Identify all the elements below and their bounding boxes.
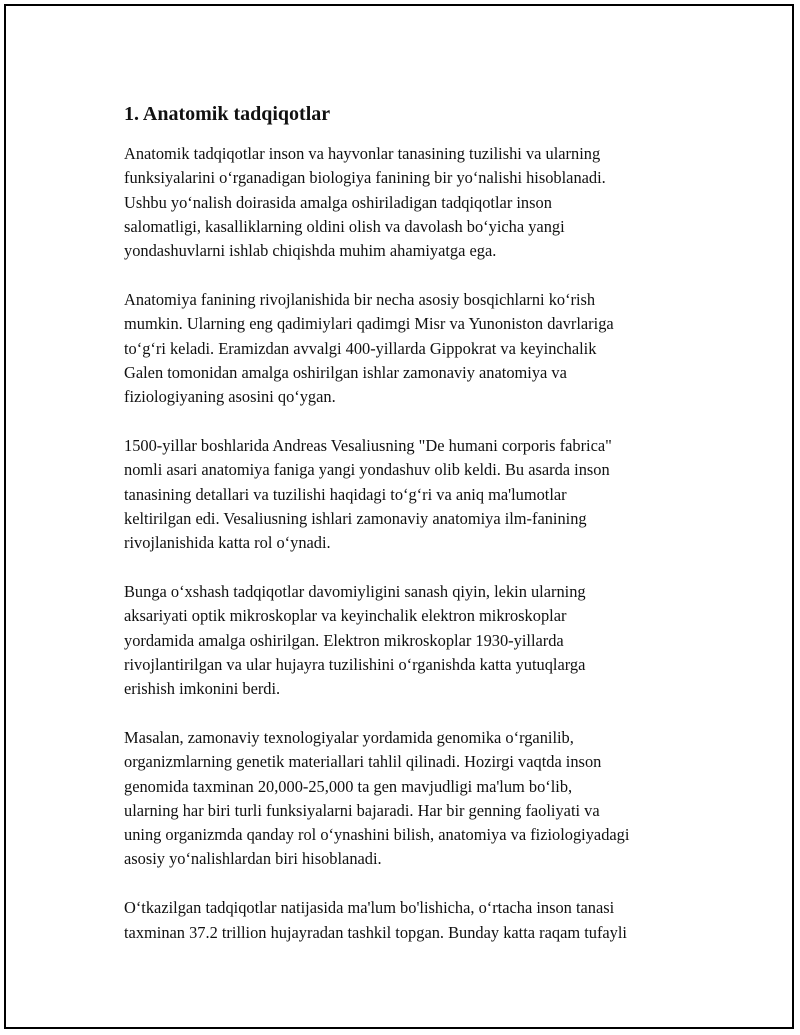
text-line: funksiyalarini o‘rganadigan biologiya fanining bir yo‘nalishi hisoblanadi. [124, 168, 606, 188]
text-line: uning organizmda qanday rol o‘ynashini bilish, anatomiya va fiziologiyadagi [124, 825, 630, 845]
text-line: Masalan, zamonaviy texnologiyalar yordamida genomika o‘rganilib, [124, 727, 574, 747]
text-line: fiziologiyaning asosini qo‘ygan. [124, 387, 336, 407]
text-line: Anatomiya fanining rivojlanishida bir necha asosiy bosqichlarni ko‘rish [124, 289, 596, 309]
text-line: aksariyati optik mikroskoplar va keyinchalik elektron mikroskoplar [124, 606, 567, 626]
text-line: Bunga o‘xshash tadqiqotlar davomiyligini sanash qiyin, lekin ularning [124, 581, 586, 601]
text-line: O‘tkazilgan tadqiqotlar natijasida ma'lum bo'lishicha, o‘rtacha inson tanasi [124, 898, 615, 918]
paragraph [124, 142, 724, 263]
text-line: Galen tomonidan amalga oshirilgan ishlar zamonaviy anatomiya va [124, 362, 567, 382]
text-line: tanasining detallari va tuzilishi haqidagi to‘g‘ri va aniq ma'lumotlar [124, 484, 567, 504]
section-heading: 1. Anatomik tadqiqotlar [124, 103, 331, 125]
text-line: yondashuvlarni ishlab chiqishda muhim ahamiyatga ega. [124, 241, 497, 261]
text-line: ularning har biri turli funksiyalarni bajaradi. Har bir genning faoliyati va [124, 800, 600, 820]
text-line: 1500-yillar boshlarida Andreas Vesaliusning "De humani corporis fabrica" [124, 435, 612, 455]
text-line: mumkin. Ularning eng qadimiylari qadimgi Misr va Yunoniston davrlariga [124, 314, 614, 334]
paragraph [124, 288, 724, 409]
text-line: nomli asari anatomiya faniga yangi yondashuv olib keldi. Bu asarda inson [124, 460, 610, 480]
page-frame [4, 4, 794, 1029]
text-line: keltirilgan edi. Vesaliusning ishlari zamonaviy anatomiya ilm-fanining [124, 508, 587, 528]
text-line: asosiy yo‘nalishlardan biri hisoblanadi. [124, 849, 382, 869]
text-line: Ushbu yo‘nalish doirasida amalga oshiriladigan tadqiqotlar inson [124, 192, 552, 212]
text-line: rivojlanishida katta rol o‘ynadi. [124, 533, 331, 553]
document-body [124, 102, 724, 969]
text-line: organizmlarning genetik materiallari tahlil qilinadi. Hozirgi vaqtda inson [124, 752, 602, 772]
paragraph-list [124, 142, 724, 945]
text-line: to‘g‘ri keladi. Eramizdan avvalgi 400-yillarda Gippokrat va keyinchalik [124, 338, 597, 358]
text-line: Anatomik tadqiqotlar inson va hayvonlar tanasining tuzilishi va ularning [124, 144, 601, 163]
text-line: rivojlantirilgan va ular hujayra tuzilishini o‘rganishda katta yutuqlarga [124, 654, 586, 674]
text-line: taxminan 37.2 trillion hujayradan tashkil topgan. Bunday katta raqam tufayli [124, 922, 627, 942]
text-line: erishish imkonini berdi. [124, 679, 281, 699]
text-line: salomatligi, kasalliklarning oldini olish va davolash bo‘yicha yangi [124, 216, 565, 236]
paragraph [124, 726, 724, 872]
paragraph [124, 896, 724, 945]
text-line: yordamida amalga oshirilgan. Elektron mikroskoplar 1930-yillarda [124, 630, 564, 650]
paragraph [124, 580, 724, 701]
text-line: genomida taxminan 20,000-25,000 ta gen mavjudligi ma'lum bo‘lib, [124, 776, 573, 796]
paragraph [124, 434, 724, 555]
